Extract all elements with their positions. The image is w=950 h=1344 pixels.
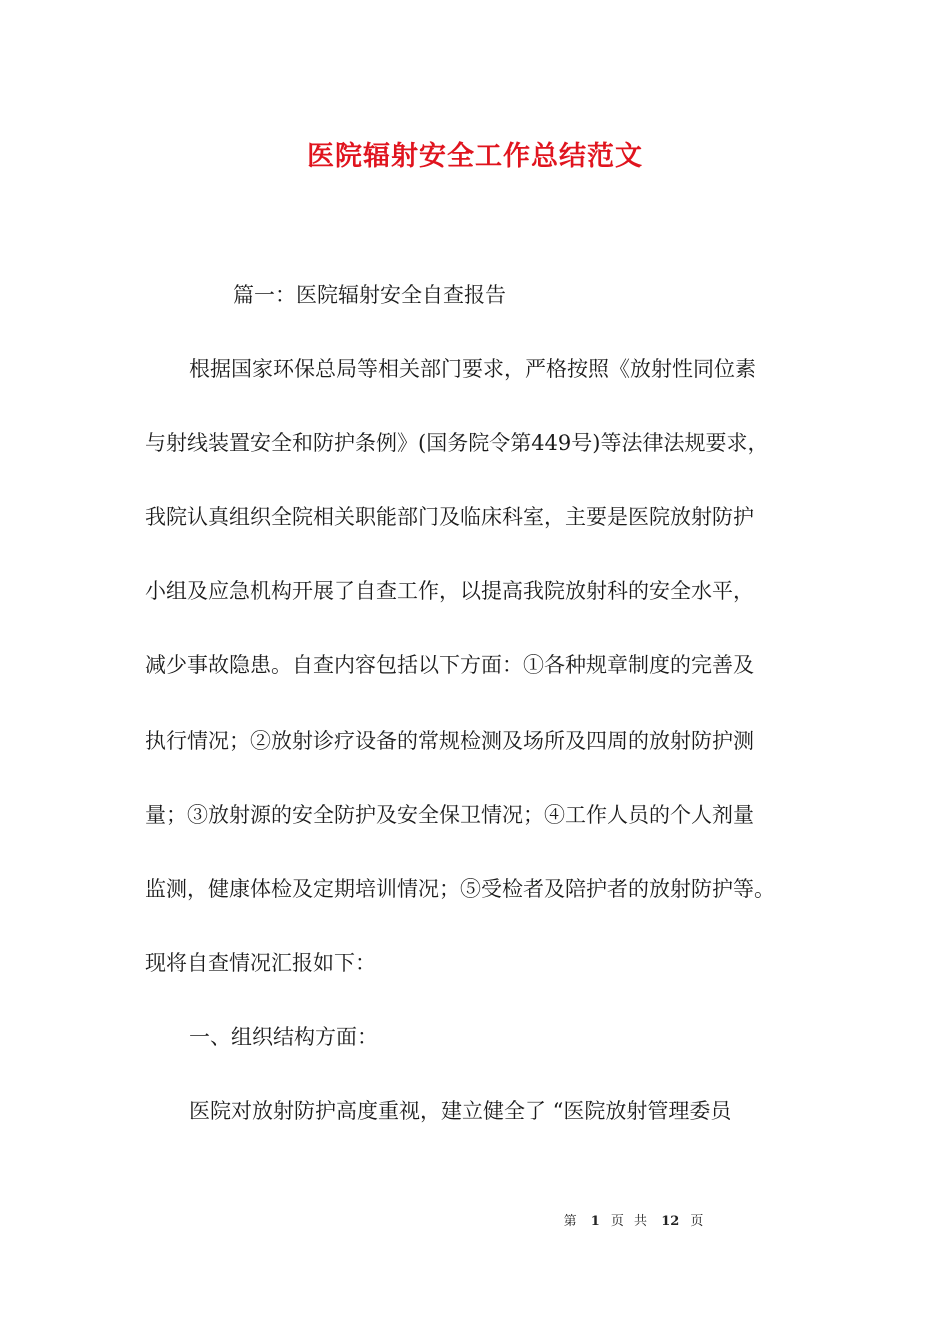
footer-suffix: 页 [690,1214,707,1229]
subheading: 一、组织结构方面： [189,1025,378,1049]
body-line-7: 量；③放射源的安全防护及安全保卫情况；④工作人员的个人剂量 [145,803,754,827]
footer-total-pages: 12 [661,1214,680,1229]
body-line-2: 与射线装置安全和防护条例》(国务院令第449号)等法律法规要求， [145,431,769,455]
body-line-10: 医院对放射防护高度重视，建立健全了 “医院放射管理委员 [189,1099,732,1123]
body-line-6: 执行情况；②放射诊疗设备的常规检测及场所及四周的放射防护测 [145,729,754,753]
footer-prefix: 第 [563,1214,580,1229]
footer-page-number: 1 [590,1214,600,1229]
page-footer [0,1210,950,1229]
body-line-9: 现将自查情况汇报如下： [145,951,376,975]
body-line-3: 我院认真组织全院相关职能部门及临床科室，主要是医院放射防护 [145,505,754,529]
section-heading: 篇一：医院辐射安全自查报告 [233,283,506,307]
body-line-5: 减少事故隐患。自查内容包括以下方面：①各种规章制度的完善及 [145,653,754,677]
body-line-4: 小组及应急机构开展了自查工作，以提高我院放射科的安全水平， [145,579,754,603]
document-title: 医院辐射安全工作总结范文 [307,141,643,172]
body-line-8: 监测，健康体检及定期培训情况；⑤受检者及陪护者的放射防护等。 [145,877,775,901]
footer-middle: 页 共 [610,1214,651,1229]
body-line-1: 根据国家环保总局等相关部门要求，严格按照《放射性同位素 [189,357,756,381]
